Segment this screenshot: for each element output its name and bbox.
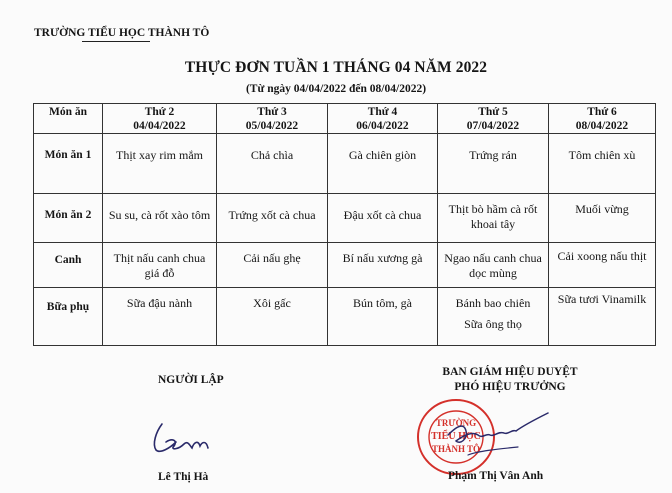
approver-title-line: PHÓ HIỆU TRƯỞNG — [454, 381, 566, 393]
approver-name: Phạm Thị Vân Anh — [448, 470, 544, 482]
row-label: Món ăn 1 — [34, 134, 103, 194]
table-cell: Chả chìa — [217, 134, 328, 194]
row-label: Canh — [34, 243, 103, 288]
table-cell: Muối vừng — [549, 194, 656, 243]
row-label: Bữa phụ — [34, 288, 103, 346]
preparer-signature — [148, 418, 218, 458]
table-cell: Ngao nấu canh chua dọc mùng — [438, 243, 549, 288]
cell-line: Bánh bao chiên — [455, 296, 531, 310]
cell-line: Sữa ông thọ — [464, 317, 522, 331]
page-title: THỰC ĐƠN TUẦN 1 THÁNG 04 NĂM 2022 — [184, 59, 488, 76]
approver-title-line: BAN GIÁM HIỆU DUYỆT — [442, 366, 578, 378]
day-header: Thứ 2 04/04/2022 — [103, 104, 217, 134]
table-row — [34, 194, 656, 243]
day-header: Thứ 4 06/04/2022 — [328, 104, 438, 134]
menu-table — [33, 103, 656, 346]
table-cell: Sữa tươi Vinamilk — [549, 288, 656, 346]
table-row — [34, 288, 656, 346]
table-cell: Sữa đậu nành — [103, 288, 217, 346]
approver-signature — [408, 405, 558, 461]
corner-header: Món ăn — [34, 104, 103, 134]
svg-text:TRƯỜNG: TRƯỜNG — [435, 418, 477, 428]
table-cell: Tôm chiên xù — [549, 134, 656, 194]
table-cell: Thịt xay rim mắm — [103, 134, 217, 194]
table-cell: Cải nấu ghẹ — [217, 243, 328, 288]
table-cell: Đậu xốt cà chua — [328, 194, 438, 243]
day-header: Thứ 6 08/04/2022 — [549, 104, 656, 134]
table-cell: Thịt bò hầm cà rốt khoai tây — [438, 194, 549, 243]
preparer-name: Lê Thị Hà — [158, 471, 209, 483]
svg-text:TIỂU HỌC: TIỂU HỌC — [431, 431, 481, 442]
approver-title — [430, 365, 590, 395]
table-cell: Gà chiên giòn — [328, 134, 438, 194]
table-cell: Bún tôm, gà — [328, 288, 438, 346]
svg-text:THÀNH TÔ: THÀNH TÔ — [431, 444, 481, 454]
table-cell: Xôi gấc — [217, 288, 328, 346]
table-cell: Su su, cà rốt xào tôm — [103, 194, 217, 243]
table-cell: Bí nấu xương gà — [328, 243, 438, 288]
table-row — [34, 134, 656, 194]
table-header-row — [34, 104, 656, 134]
table-row — [34, 243, 656, 288]
table-cell: Thịt nấu canh chua giá đỗ — [103, 243, 217, 288]
preparer-title: NGƯỜI LẬP — [158, 374, 224, 386]
table-cell — [438, 288, 549, 346]
row-label: Món ăn 2 — [34, 194, 103, 243]
day-header: Thứ 3 05/04/2022 — [217, 104, 328, 134]
table-cell: Trứng rán — [438, 134, 549, 194]
school-name: TRƯỜNG TIỂU HỌC THÀNH TÔ — [34, 27, 210, 39]
date-range: (Từ ngày 04/04/2022 đến 08/04/2022) — [245, 83, 427, 95]
table-cell: Cải xoong nấu thịt — [549, 243, 656, 288]
table-cell: Trứng xốt cà chua — [217, 194, 328, 243]
day-header: Thứ 5 07/04/2022 — [438, 104, 549, 134]
